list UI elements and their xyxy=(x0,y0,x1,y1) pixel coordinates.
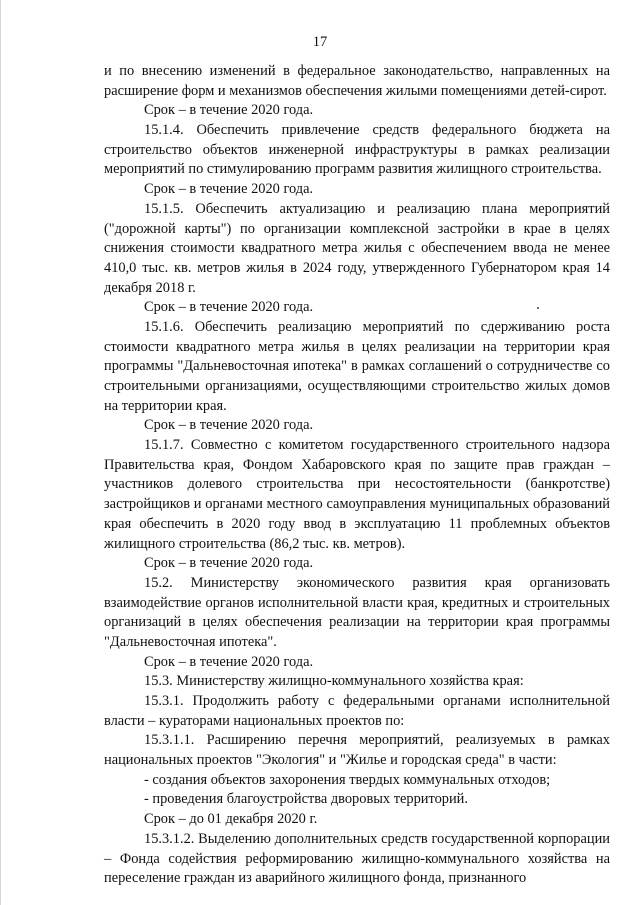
paragraph: 15.1.7. Совместно с комитетом государственного строительного надзора Правительства края, Фондом Хабаровского края по защите прав граждан – участников долевого строительства при несостоятельности (банкротстве) застройщиков и органами местного самоуправления муниципальных образований края обеспечить в 2020 году ввод в эксплуатацию 11 проблемных объектов жилищного строительства (86,2 тыс. кв. метров). xyxy=(104,437,610,552)
paragraph: 15.2. Министерству экономического развития края организовать взаимодействие органов исполнительной власти края, кредитных и строительных организаций в целях обеспечения реализации на территории края программы "Дальневосточная ипотека". xyxy=(104,574,610,650)
paragraph: и по внесению изменений в федеральное законодательство, направленных на расширение форм и механизмов обеспечения жилыми помещениями детей-сирот. xyxy=(104,63,610,99)
paragraph: 15.3.1.1. Расширению перечня мероприятий, реализуемых в рамках национальных проектов "Экология" и "Жилье и городская среда" в части: xyxy=(104,732,610,769)
paragraph: 15.1.5. Обеспечить актуализацию и реализацию плана мероприятий ("дорожной карты") по организации комплексной застройки в крае в целях снижения стоимости квадратного метра жилья с обеспечением ввода не менее 410,0 тыс. кв. метров жилья в 2024 году, утвержденного Губернатором края 14 декабря 2018 г. xyxy=(104,200,610,296)
paragraph: 15.3. Министерству жилищно-коммунального хозяйства края: xyxy=(144,673,524,690)
document-body xyxy=(104,62,610,889)
paragraph: Срок – в течение 2020 года. xyxy=(144,653,314,670)
page-number: 17 xyxy=(312,34,328,50)
paragraph: - проведения благоустройства дворовых территорий. xyxy=(144,791,468,808)
paragraph: 15.3.1.2. Выделению дополнительных средств государственной корпорации – Фонда содействия реформированию жилищно-коммунального хозяйства на переселение граждан из аварийного жилищного фонда, признанного xyxy=(104,830,610,887)
paragraph: Срок – в течение 2020 года. xyxy=(144,299,314,316)
paragraph: Срок – в течение 2020 года. xyxy=(144,555,314,572)
page-edge xyxy=(0,0,1,905)
paragraph: Срок – в течение 2020 года. xyxy=(144,102,314,119)
paragraph: Срок – в течение 2020 года. xyxy=(144,417,314,434)
paragraph: Срок – до 01 декабря 2020 г. xyxy=(144,811,318,828)
paragraph: 15.1.6. Обеспечить реализацию мероприятий по сдерживанию роста стоимости квадратного метра жилья в целях реализации на территории края программы "Дальневосточная ипотека" в рамках соглашений о сотрудничестве со строительными организациями, осуществляющими строительство жилых домов на территории края. xyxy=(104,318,610,414)
paragraph: - создания объектов захоронения твердых коммунальных отходов; xyxy=(144,771,551,788)
paragraph: 15.3.1. Продолжить работу с федеральными органами исполнительной власти – кураторами национальных проектов по: xyxy=(104,693,610,729)
paragraph: 15.1.4. Обеспечить привлечение средств федерального бюджета на строительство объектов инженерной инфраструктуры в рамках реализации мероприятий по стимулированию программ развития жилищного строительства. xyxy=(104,122,610,178)
paragraph: Срок – в течение 2020 года. xyxy=(144,181,314,198)
